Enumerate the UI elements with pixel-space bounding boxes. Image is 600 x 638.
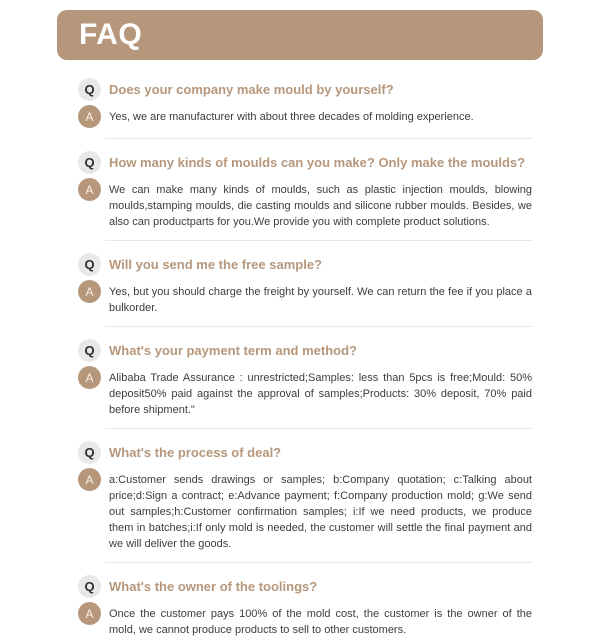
faq-item <box>78 575 532 638</box>
divider <box>105 240 532 241</box>
question-row <box>78 151 532 174</box>
divider <box>105 138 532 139</box>
answer-row <box>78 602 532 638</box>
answer-row <box>78 178 532 230</box>
answer-row <box>78 468 532 552</box>
question-text: Does your company make mould by yourself? <box>109 82 394 97</box>
answer-text: Once the customer pays 100% of the mold cost, the customer is the owner of the mold, we cannot produce products to sell to other customers. <box>109 608 532 636</box>
divider <box>105 326 532 327</box>
answer-text: Alibaba Trade Assurance : unrestricted;Samples: less than 5pcs is free;Mould: 50% deposit50% paid against the approval of samples;Products: 30% deposit, 70% paid before shipment." <box>109 372 532 416</box>
question-badge-icon: Q <box>78 441 101 464</box>
answer-row <box>78 105 532 128</box>
faq-list <box>78 78 532 638</box>
answer-badge-icon: A <box>78 280 101 303</box>
question-badge-icon: Q <box>78 78 101 101</box>
answer-badge-icon: A <box>78 468 101 491</box>
answer-badge-icon: A <box>78 105 101 128</box>
answer-text: We can make many kinds of moulds, such as plastic injection moulds, blowing moulds,stamping moulds, die casting moulds and silicone rubber moulds. Besides, we also can productparts for you.We provide you with complete product solutions. <box>109 184 532 228</box>
question-text: What's the owner of the toolings? <box>109 579 318 594</box>
answer-row <box>78 366 532 418</box>
faq-item <box>78 339 532 429</box>
question-row <box>78 575 532 598</box>
faq-item <box>78 441 532 563</box>
divider <box>105 428 532 429</box>
question-row <box>78 78 532 101</box>
question-text: How many kinds of moulds can you make? Only make the moulds? <box>109 155 526 170</box>
faq-header <box>57 10 543 60</box>
page-title: FAQ <box>79 18 143 51</box>
answer-badge-icon: A <box>78 366 101 389</box>
answer-row <box>78 280 532 316</box>
question-text: What's the process of deal? <box>109 445 282 460</box>
question-badge-icon: Q <box>78 151 101 174</box>
answer-text: a:Customer sends drawings or samples; b:Company quotation; c:Talking about price;d:Sign a contract; e:Advance payment; f:Company production mold; g:We send out samples;h:Customer confirmation samples; i:If we need products, we produce them in batches;i:If only mold is needed, the customer will settle the final payment and we will deliver the goods. <box>109 474 532 550</box>
faq-item <box>78 151 532 241</box>
answer-text: Yes, we are manufacturer with about three decades of molding experience. <box>109 111 474 123</box>
question-text: Will you send me the free sample? <box>109 257 322 272</box>
question-badge-icon: Q <box>78 253 101 276</box>
question-text: What's your payment term and method? <box>109 343 357 358</box>
question-row <box>78 441 532 464</box>
question-row <box>78 253 532 276</box>
answer-badge-icon: A <box>78 602 101 625</box>
answer-text: Yes, but you should charge the freight by yourself. We can return the fee if you place a bulkorder. <box>109 286 532 314</box>
faq-item <box>78 78 532 139</box>
question-badge-icon: Q <box>78 575 101 598</box>
faq-item <box>78 253 532 327</box>
question-row <box>78 339 532 362</box>
answer-badge-icon: A <box>78 178 101 201</box>
question-badge-icon: Q <box>78 339 101 362</box>
divider <box>105 562 532 563</box>
